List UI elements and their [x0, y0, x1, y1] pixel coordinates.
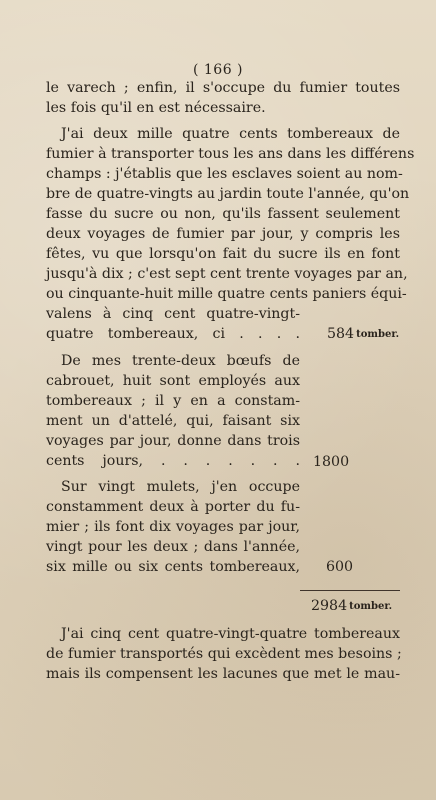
text-line: champs : j'établis que les esclaves soient au nom-: [46, 166, 403, 182]
text-line: De mes trente-deux bœufs de: [61, 353, 300, 369]
figure-584: [327, 324, 399, 345]
text-line: jusqu'à dix ; c'est sept cent trente voyages par an,: [46, 266, 408, 282]
text-line: mais ils compensent les lacunes que met le mau-: [46, 666, 400, 682]
text-line: J'ai cinq cent quatre-vingt-quatre tombereaux: [61, 626, 400, 642]
figure-1800: [313, 452, 349, 472]
text-line: bre de quatre-vingts au jardin toute l'année, qu'on: [46, 186, 410, 202]
text-line: vingt pour les deux ; dans l'année,: [46, 539, 300, 555]
text-line: voyages par jour, donne dans trois: [46, 433, 300, 449]
page-number: ( 166 ): [192, 62, 244, 78]
text-line: fumier à transporter tous les ans dans les différens: [46, 146, 415, 162]
text-line: six mille ou six cents tombereaux,: [46, 559, 300, 575]
text-line: fasse du sucre ou non, qu'ils fassent seulement: [46, 206, 400, 222]
figure-600: [326, 557, 353, 577]
figure-unit: tomber.: [356, 329, 400, 340]
text-line: valens à cinq cent quatre-vingt-: [46, 306, 300, 322]
text-line: le varech ; enfin, il s'occupe du fumier toutes: [46, 80, 400, 96]
total-value: 2984: [311, 598, 348, 614]
text-line: quatre tombereaux, ci . . . .: [46, 326, 300, 342]
text-line: tombereaux ; il y en a constam-: [46, 393, 300, 409]
text-line: cents jours, . . . . . . .: [46, 453, 300, 469]
figure-value: 584: [327, 326, 355, 342]
total-figure: [311, 596, 392, 617]
text-line: les fois qu'il en est nécessaire.: [46, 100, 266, 116]
figure-value: 1800: [313, 454, 350, 470]
text-line: ment un d'attelé, qui, faisant six: [46, 413, 300, 429]
text-line: cabrouet, huit sont employés aux: [46, 373, 300, 389]
text-line: constamment deux à porter du fu-: [46, 499, 300, 515]
text-line: ou cinquante-huit mille quatre cents paniers équi-: [46, 286, 407, 302]
sum-rule: [300, 590, 400, 591]
text-line: mier ; ils font dix voyages par jour,: [46, 519, 300, 535]
text-line: de fumier transportés qui excèdent mes besoins ;: [46, 646, 402, 662]
text-line: deux voyages de fumier par jour, y compris les: [46, 226, 400, 242]
text-line: J'ai deux mille quatre cents tombereaux de: [61, 126, 400, 142]
text-line: fêtes, vu que lorsqu'on fait du sucre ils en font: [46, 246, 400, 262]
text-line: Sur vingt mulets, j'en occupe: [61, 479, 300, 495]
total-unit: tomber.: [349, 601, 393, 612]
figure-value: 600: [326, 559, 354, 575]
